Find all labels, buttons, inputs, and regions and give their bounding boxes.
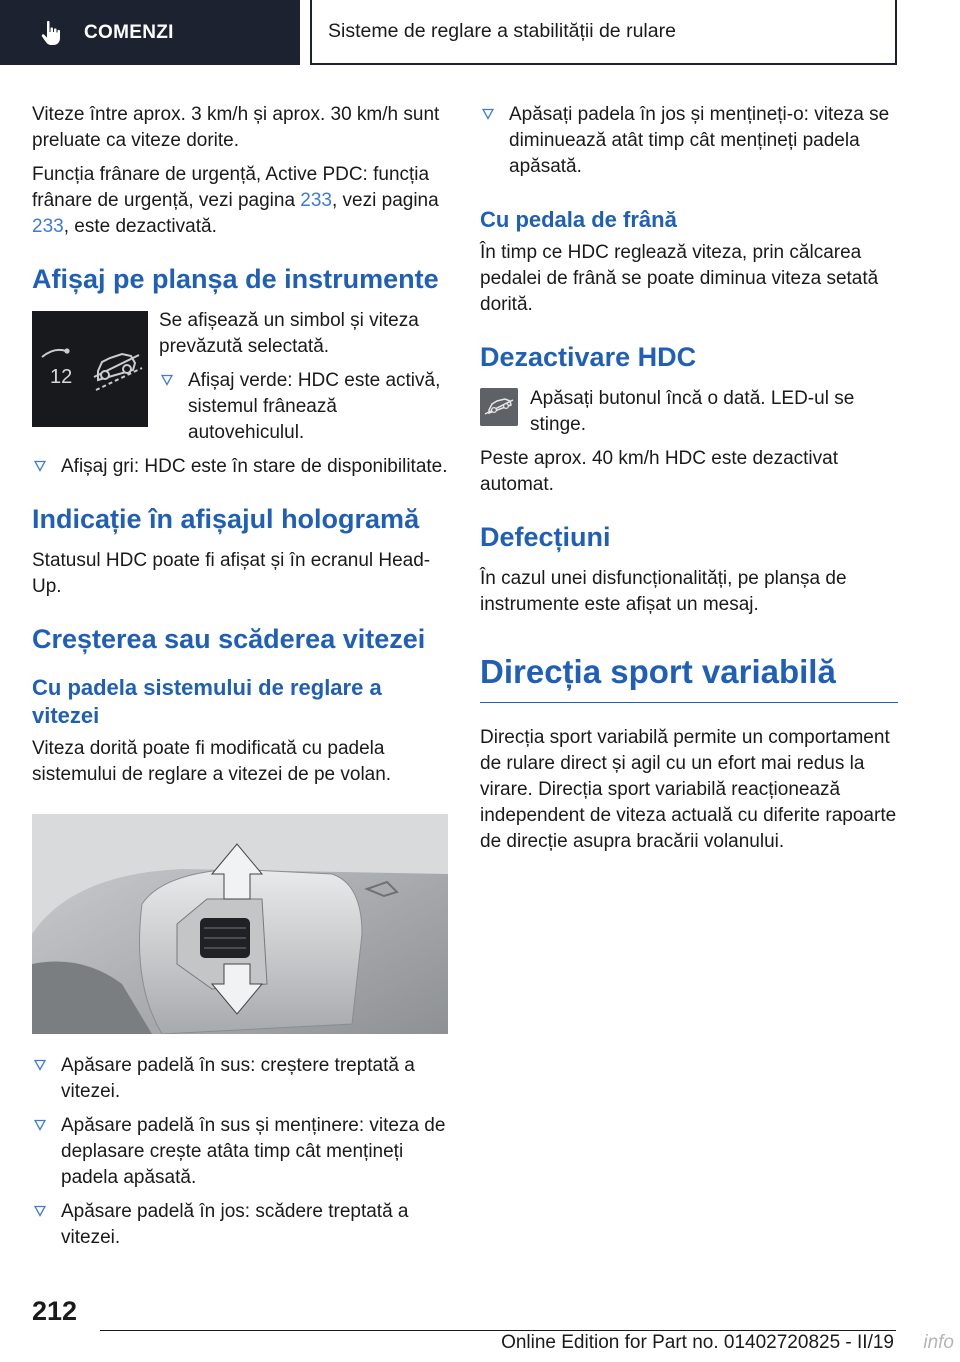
hdc-button-icon (480, 388, 518, 426)
triangle-bullet-icon (34, 1119, 46, 1131)
page-link-233-a[interactable]: 233 (300, 190, 332, 211)
triangle-bullet-icon (34, 1059, 46, 1071)
hand-pointer-icon (38, 19, 66, 47)
section-header (310, 0, 897, 65)
brake-pedal-text: În timp ce HDC reglează viteza, prin călcarea pedalei de frână se poate diminua viteza setată dorită. (480, 242, 879, 315)
heading-hologram: Indicație în afișajul hologramă (32, 504, 420, 534)
deactivate-text: Apăsați butonul încă o dată. LED-ul se stinge. (530, 388, 855, 435)
heading-variable-sport-steering: Direcția sport variabilă (480, 652, 898, 703)
page-number: 212 (32, 1296, 78, 1326)
instrument-display-block (32, 308, 452, 454)
hdc-instrument-symbol-image (32, 311, 148, 427)
footer-divider (100, 1330, 896, 1331)
instrument-speed-value: 12 (50, 366, 73, 388)
header-tab-box (0, 0, 300, 65)
instrument-intro-text: Se afișează un simbol și viteza prevăzută selectată. (159, 310, 419, 357)
chapter-tab-label: COMENZI (84, 21, 174, 43)
emergency-brake-text-b: , vezi pagina (332, 190, 439, 211)
list-item (32, 1053, 452, 1105)
heading-deactivate-hdc: Dezactivare HDC (480, 342, 697, 372)
heading-instrument-display: Afișaj pe planșa de instrumente (32, 264, 439, 294)
variable-sport-steering-text: Direcția sport variabilă permite un comportament de rulare direct și agil cu un efort mai redus la virare. Direcția sport variabilă reacționează independent de viteza actuală cu diferite rapoarte de direcție asupra bracării volanului. (480, 727, 897, 852)
deactivate-block (480, 386, 898, 446)
triangle-bullet-icon (482, 108, 494, 120)
bullet-paddle-up: Apăsare padelă în sus: creștere treptată a vitezei. (61, 1055, 415, 1102)
list-item (32, 1199, 452, 1251)
list-item (159, 368, 452, 446)
triangle-bullet-icon (161, 374, 173, 386)
paddle-text: Viteza dorită poate fi modificată cu padela sistemului de reglare a vitezei de pe volan. (32, 738, 392, 785)
list-item (32, 1113, 452, 1191)
bullet-paddle-down-hold: Apăsați padela în jos și mențineți-o: viteza se diminuează atât timp cât mențineți padela apăsată. (509, 104, 890, 177)
triangle-bullet-icon (34, 1205, 46, 1217)
speed-range-text: Viteze între aprox. 3 km/h și aprox. 30 km/h sunt preluate ca viteze dorite. (32, 104, 440, 151)
heading-paddle: Cu padela sistemului de reglare a vitezei (32, 675, 382, 728)
faults-text: În cazul unei disfuncționalități, pe planșa de instrumente este afișat un mesaj. (480, 568, 847, 615)
auto-deactivate-text: Peste aprox. 40 km/h HDC este dezactivat automat. (480, 448, 838, 495)
heading-speed-change: Creșterea sau scăderea vitezei (32, 624, 426, 654)
bullet-grey-display: Afișaj gri: HDC este în stare de disponibilitate. (61, 456, 448, 477)
hologram-text: Statusul HDC poate fi afișat și în ecranul Head-Up. (32, 550, 431, 597)
list-item (480, 102, 898, 180)
triangle-bullet-icon (34, 460, 46, 472)
bullet-green-display: Afișaj verde: HDC este activă, sistemul frânează autovehiculul. (188, 370, 441, 443)
edition-text: Online Edition for Part no. 01402720825 - II/19 (501, 1332, 894, 1353)
left-column (32, 102, 452, 1259)
bullet-paddle-down: Apăsare padelă în jos: scădere treptată a vitezei. (61, 1201, 409, 1248)
list-item (32, 454, 452, 480)
heading-brake-pedal: Cu pedala de frână (480, 207, 677, 232)
right-column (480, 102, 898, 863)
emergency-brake-text (32, 162, 452, 240)
heading-faults: Defecțiuni (480, 522, 611, 552)
emergency-brake-text-a: Funcția frânare de urgență, Active PDC: funcția frânare de urgență, vezi pagina (32, 164, 430, 211)
emergency-brake-text-c: , este dezactivată. (63, 216, 217, 237)
steering-wheel-paddle-image (32, 814, 448, 1034)
bullet-paddle-up-hold: Apăsare padelă în sus și menținere: viteza de deplasare crește atâta timp cât mențineți padela apăsată. (61, 1115, 446, 1188)
section-title: Sisteme de reglare a stabilității de rulare (328, 20, 676, 42)
page-link-233-b[interactable]: 233 (32, 216, 64, 237)
watermark: info (923, 1332, 954, 1353)
